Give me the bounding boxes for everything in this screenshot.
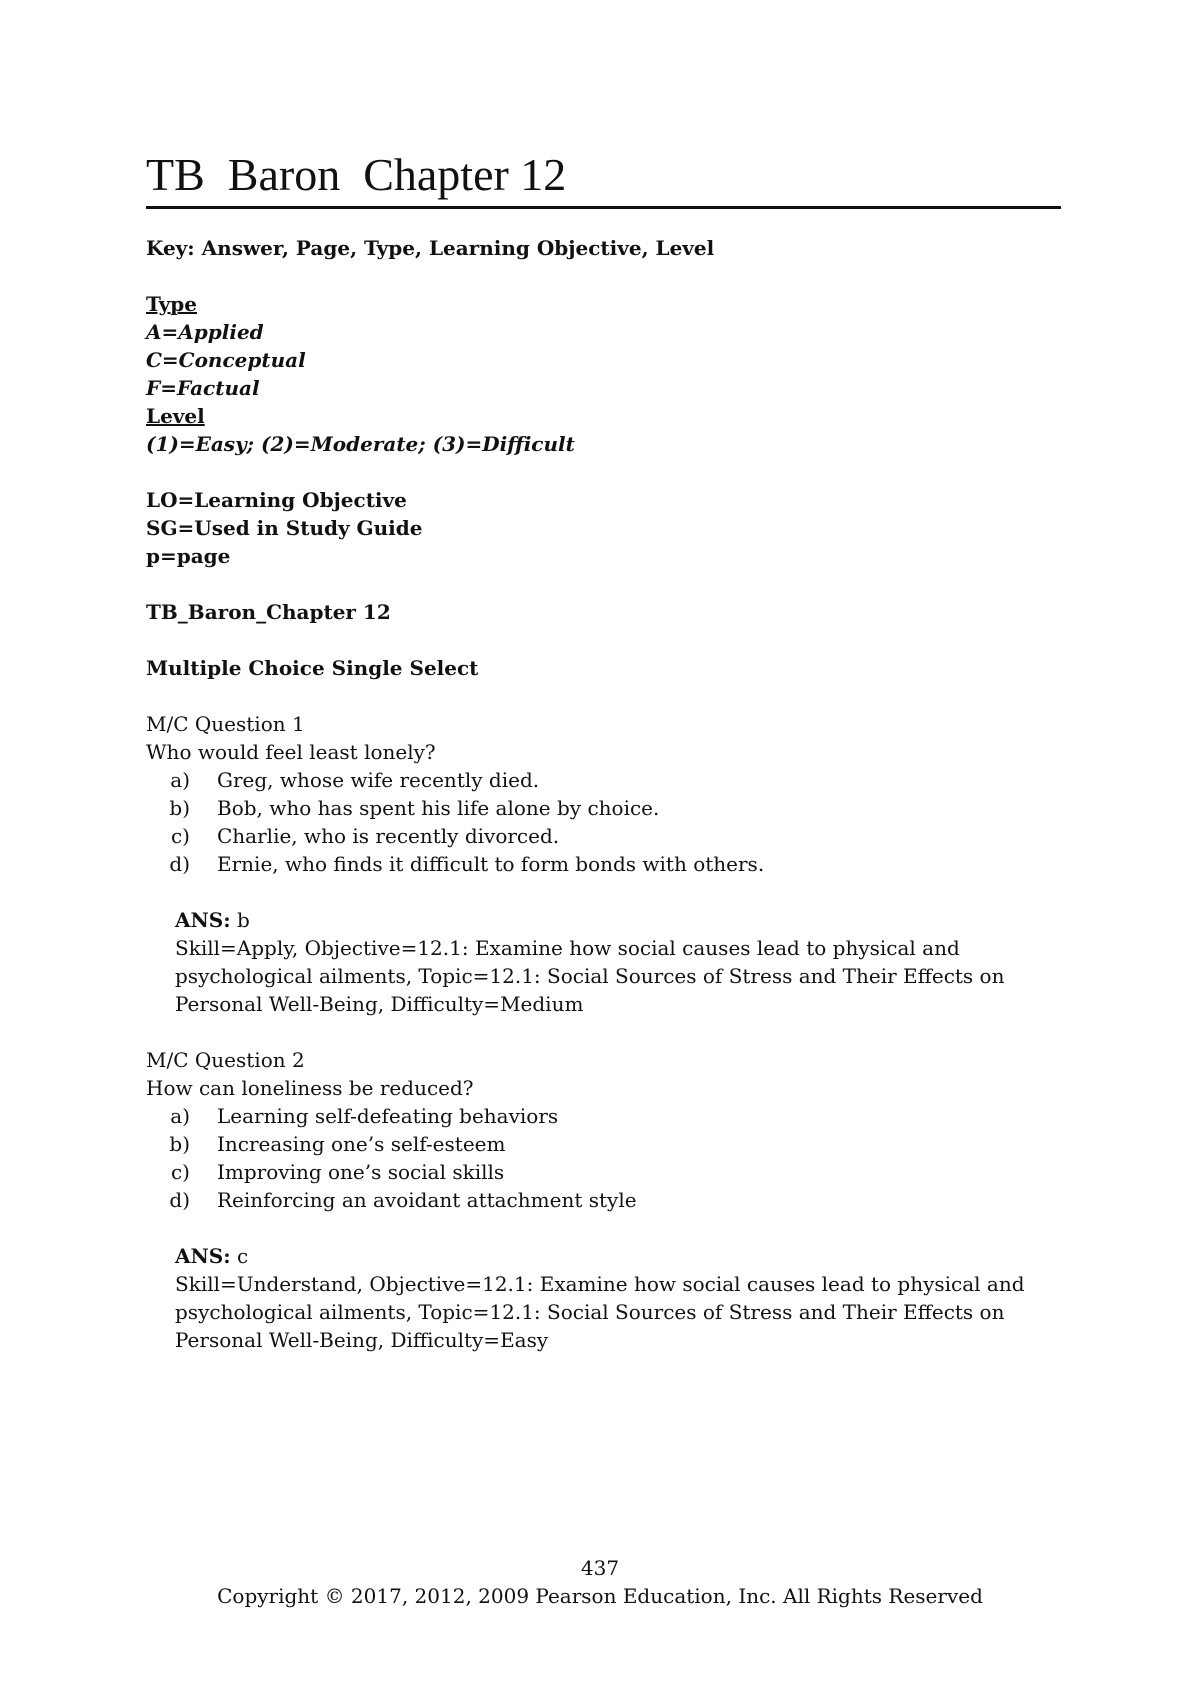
question-label: M/C Question 2 — [146, 1048, 305, 1072]
option-letter: c) — [170, 1160, 190, 1184]
chapter-label: TB_Baron_Chapter 12 — [146, 600, 391, 624]
answer-value: c — [230, 1244, 249, 1268]
option-text: Improving one’s social skills — [217, 1160, 505, 1184]
type-item: F=Factual — [146, 376, 260, 400]
question-block — [146, 1046, 1046, 1354]
option-list — [146, 1102, 1046, 1214]
section-heading: Multiple Choice Single Select — [146, 656, 479, 680]
option-item — [146, 822, 1046, 850]
abbreviation: LO=Learning Objective — [146, 488, 407, 512]
option-letter: a) — [170, 1104, 190, 1128]
question-prompt: Who would feel least lonely? — [146, 740, 436, 764]
copyright-notice: Copyright © 2017, 2012, 2009 Pearson Education, Inc. All Rights Reserved — [217, 1584, 983, 1608]
option-letter: b) — [169, 796, 190, 820]
answer-label: ANS: — [175, 908, 231, 932]
option-item — [146, 850, 1046, 878]
answer-line — [175, 906, 1046, 934]
type-item: A=Applied — [146, 320, 264, 344]
option-item — [146, 1130, 1046, 1158]
answer-meta: psychological ailments, Topic=12.1: Social Sources of Stress and Their Effects on — [175, 1300, 1005, 1324]
option-letter: a) — [170, 768, 190, 792]
document-body — [146, 234, 1046, 1354]
answer-block — [146, 906, 1046, 1018]
level-items: (1)=Easy; (2)=Moderate; (3)=Difficult — [146, 432, 575, 456]
abbreviation: p=page — [146, 544, 231, 568]
option-letter: b) — [169, 1132, 190, 1156]
option-letter: d) — [169, 852, 190, 876]
page-number: 437 — [580, 1556, 620, 1580]
type-heading: Type — [146, 292, 198, 316]
option-text: Reinforcing an avoidant attachment style — [217, 1188, 637, 1212]
answer-meta: Skill=Apply, Objective=12.1: Examine how social causes lead to physical and — [175, 936, 960, 960]
key-line: Key: Answer, Page, Type, Learning Objective, Level — [146, 236, 715, 260]
page-title: TB Baron Chapter 12 — [146, 149, 567, 200]
option-text: Greg, whose wife recently died. — [217, 768, 540, 792]
option-letter: c) — [170, 824, 190, 848]
answer-label: ANS: — [175, 1244, 231, 1268]
option-text: Ernie, who finds it difficult to form bonds with others. — [217, 852, 765, 876]
option-list — [146, 766, 1046, 878]
option-text: Learning self-defeating behaviors — [217, 1104, 559, 1128]
answer-meta: Skill=Understand, Objective=12.1: Examine how social causes lead to physical and — [175, 1272, 1025, 1296]
answer-block — [146, 1242, 1046, 1354]
question-block — [146, 710, 1046, 1018]
option-letter: d) — [169, 1188, 190, 1212]
answer-value: b — [230, 908, 250, 932]
option-text: Bob, who has spent his life alone by choice. — [217, 796, 660, 820]
title-block — [146, 148, 1061, 209]
level-heading: Level — [146, 404, 205, 428]
option-item — [146, 1158, 1046, 1186]
option-item — [146, 794, 1046, 822]
type-item: C=Conceptual — [146, 348, 306, 372]
option-text: Charlie, who is recently divorced. — [217, 824, 560, 848]
answer-meta: Personal Well-Being, Difficulty=Easy — [175, 1328, 549, 1352]
answer-line — [175, 1242, 1046, 1270]
option-item — [146, 1102, 1046, 1130]
question-label: M/C Question 1 — [146, 712, 305, 736]
question-prompt: How can loneliness be reduced? — [146, 1076, 474, 1100]
answer-meta: psychological ailments, Topic=12.1: Social Sources of Stress and Their Effects on — [175, 964, 1005, 988]
option-text: Increasing one’s self-esteem — [217, 1132, 506, 1156]
answer-meta: Personal Well-Being, Difficulty=Medium — [175, 992, 584, 1016]
option-item — [146, 766, 1046, 794]
option-item — [146, 1186, 1046, 1214]
abbreviation: SG=Used in Study Guide — [146, 516, 423, 540]
